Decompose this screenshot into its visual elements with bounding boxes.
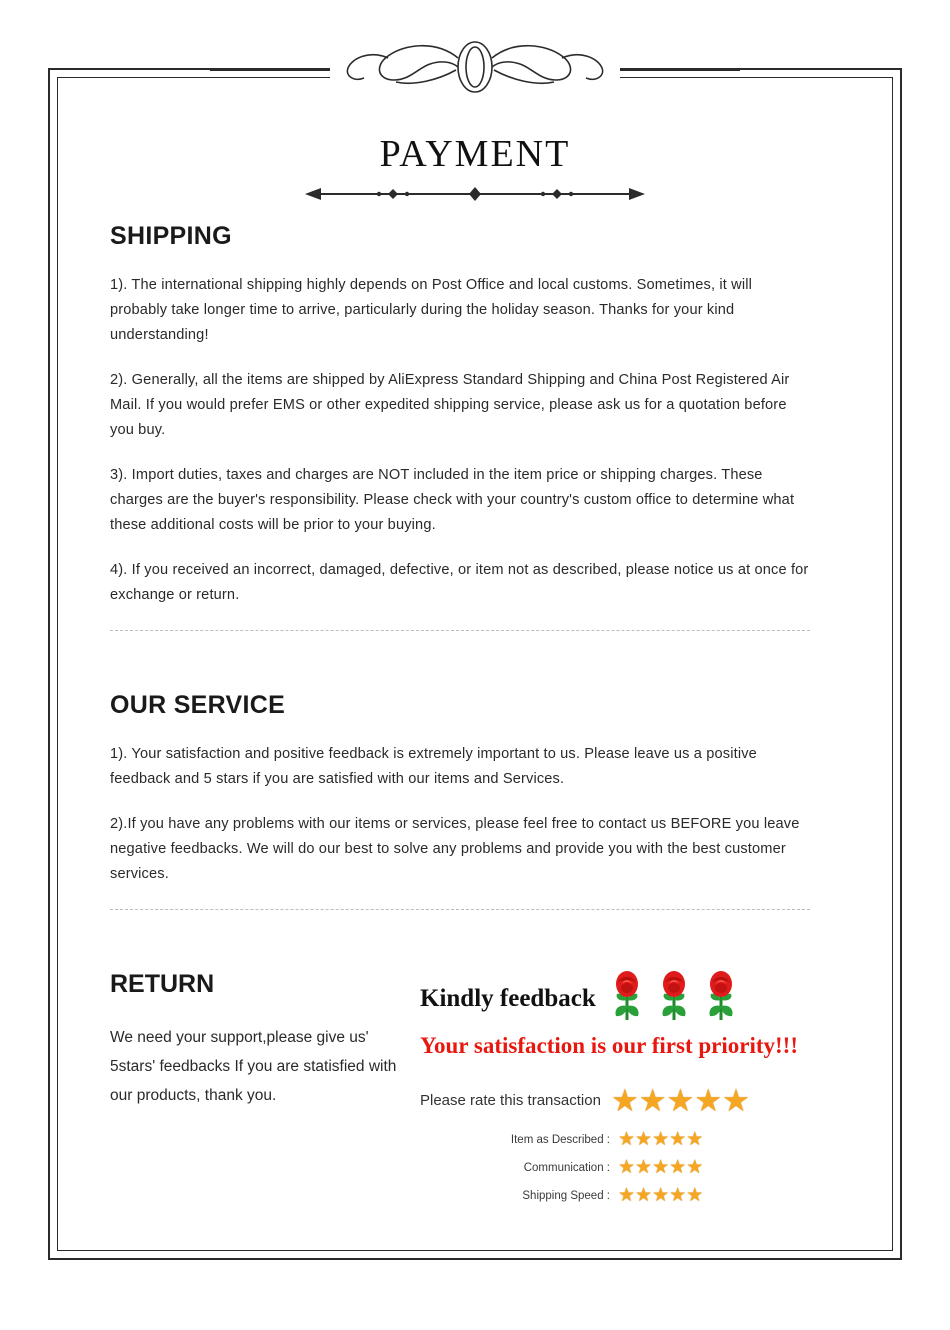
star-icon[interactable]: ★: [652, 1157, 670, 1178]
star-icon[interactable]: ★: [610, 1083, 639, 1118]
rate-transaction-label: Please rate this transaction: [420, 1092, 601, 1109]
section-divider-1: [110, 630, 810, 631]
rate-transaction-stars[interactable]: [611, 1085, 750, 1116]
star-icon[interactable]: ★: [618, 1129, 636, 1150]
star-icon[interactable]: ★: [652, 1129, 670, 1150]
rose-icon: [657, 970, 691, 1027]
criteria-stars[interactable]: [618, 1186, 703, 1205]
rose-icon: [704, 970, 738, 1027]
star-icon[interactable]: ★: [694, 1083, 723, 1118]
star-icon[interactable]: ★: [635, 1185, 653, 1206]
ornament-rule-left: [210, 69, 330, 71]
roses-group: [610, 970, 738, 1027]
star-icon[interactable]: ★: [638, 1083, 667, 1118]
feedback-column: [410, 970, 820, 1214]
star-icon[interactable]: ★: [686, 1129, 704, 1150]
title-divider-ornament: [305, 186, 645, 202]
criteria-stars[interactable]: [618, 1158, 703, 1177]
section-divider-2: [110, 909, 810, 910]
return-heading: RETURN: [110, 970, 215, 998]
star-icon[interactable]: ★: [686, 1185, 704, 1206]
criteria-row-item-as-described: [420, 1130, 820, 1149]
star-icon[interactable]: ★: [666, 1083, 695, 1118]
criteria-stars[interactable]: [618, 1130, 703, 1149]
criteria-row-shipping-speed: [420, 1186, 820, 1205]
return-column: [110, 970, 410, 1110]
star-icon[interactable]: ★: [635, 1157, 653, 1178]
star-icon[interactable]: ★: [618, 1185, 636, 1206]
document-content: [110, 222, 810, 1214]
star-icon[interactable]: ★: [686, 1157, 704, 1178]
criteria-label: Shipping Speed :: [522, 1189, 610, 1202]
page-title: PAYMENT: [379, 133, 571, 175]
star-icon[interactable]: ★: [669, 1129, 687, 1150]
return-text: We need your support,please give us' 5stars' feedbacks If you are statisfied with our products, thank you.: [110, 1029, 397, 1104]
star-icon[interactable]: ★: [722, 1083, 750, 1118]
satisfaction-slogan: Your satisfaction is our first priority!!!: [420, 1033, 798, 1058]
shipping-paragraph-3: 3). Import duties, taxes and charges are NOT included in the item price or shipping charges. These charges are the buyer's responsibility. Please check with your country's custom office to determine what these additional costs will be prior to your buying.: [110, 467, 795, 533]
star-icon[interactable]: ★: [669, 1185, 687, 1206]
bottom-section: [110, 970, 810, 1214]
rate-transaction-row: [420, 1085, 820, 1116]
shipping-paragraph-1: 1). The international shipping highly depends on Post Office and local customs. Sometimes, it will probably take longer time to arrive, particularly during the holiday season. Thanks for your kind understanding!: [110, 277, 753, 343]
shipping-heading: SHIPPING: [110, 222, 232, 250]
service-paragraph-2: 2).If you have any problems with our items or services, please feel free to contact us BEFORE you leave negative feedbacks. We will do our best to solve any problems and provide you with the best customer services.: [110, 816, 800, 882]
flourish-ornament-icon: [318, 36, 632, 98]
star-icon[interactable]: ★: [635, 1129, 653, 1150]
star-icon[interactable]: ★: [618, 1157, 636, 1178]
shipping-paragraph-4: 4). If you received an incorrect, damaged, defective, or item not as described, please notice us at once for exchange or return.: [110, 562, 809, 603]
criteria-row-communication: [420, 1158, 820, 1177]
criteria-label: Item as Described :: [510, 1133, 610, 1146]
star-icon[interactable]: ★: [652, 1185, 670, 1206]
service-paragraph-1: 1). Your satisfaction and positive feedback is extremely important to us. Please leave us a positive feedback and 5 stars if you are satisfied with our items and Services.: [110, 746, 757, 787]
service-heading: OUR SERVICE: [110, 691, 286, 719]
kindly-feedback-row: [420, 970, 820, 1027]
criteria-label: Communication :: [523, 1161, 610, 1174]
rose-icon: [610, 970, 644, 1027]
kindly-feedback-label: Kindly feedback: [420, 984, 596, 1012]
shipping-paragraph-2: 2). Generally, all the items are shipped by AliExpress Standard Shipping and China Post Registered Air Mail. If you would prefer EMS or other expedited shipping service, please ask us for a quotation before you buy.: [110, 372, 790, 438]
star-icon[interactable]: ★: [669, 1157, 687, 1178]
ornament-rule-right: [620, 69, 740, 71]
